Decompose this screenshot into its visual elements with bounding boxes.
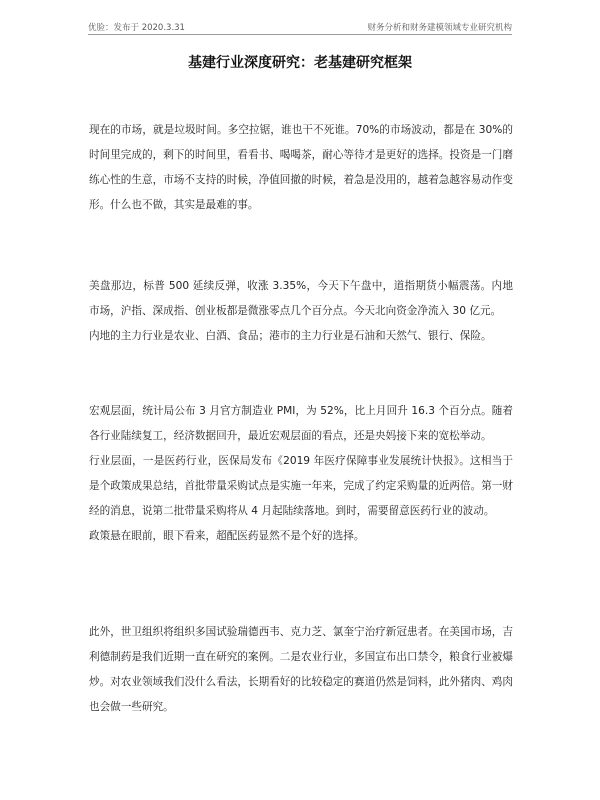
paragraph: 现在的市场，就是垃圾时间。多空拉锯，谁也干不死谁。70%的市场波动，都是在 30%的时间里完成的，剩下的时间里，看看书、喝喝茶，耐心等待才是更好的选择。投资是一门磨练心性的生意，市场不支持的时候，净值回撤的时候，着急是没用的，越着急越容易动作变形。什么也不做，其实是最难的事。 — [89, 124, 513, 211]
paragraph: 政策悬在眼前，眼下看来，超配医药显然不是个好的选择。 — [89, 530, 365, 542]
paragraph: 行业层面，一是医药行业，医保局发布《2019 年医疗保障事业发展统计快报》。这相当于是个政策成果总结，首批带量采购试点是实施一年来，完成了约定采购量的近两倍。第一财经的消息，说第二批带量采购将从 4 月起陆续落地。到时，需要留意医药行业的波动。 — [89, 455, 513, 517]
header-publish-info: 优脸：发布于 2020.3.31 — [88, 23, 185, 33]
paragraph: 宏观层面，统计局公布 3 月官方制造业 PMI，为 52%，比上月回升 16.3 个百分点。随着各行业陆续复工，经济数据回升，最近宏观层面的看点，还是央妈接下来的宽松举动。 — [89, 405, 513, 442]
page-header — [88, 15, 512, 33]
header-divider — [88, 34, 512, 35]
paragraph: 美盘那边，标普 500 延续反弹，收涨 3.35%，今天下午盘中，道指期货小幅震荡。内地市场，沪指、深成指、创业板都是微涨零点几个百分点。今天北向资金净流入 30 亿元。 — [89, 280, 513, 317]
header-org-tagline: 财务分析和财务建模领域专业研究机构 — [367, 23, 512, 33]
section-macro-and-industry — [89, 399, 513, 549]
section-market-commentary — [89, 118, 513, 218]
paragraph: 此外，世卫组织将组织多国试验瑞德西韦、克力芝、氯奎宁治疗新冠患者。在美国市场，吉利德制药是我们近期一直在研究的案例。二是农业行业，多国宣布出口禁令，粮食行业被爆炒。对农业领域我们没什么看法，长期看好的比较稳定的赛道仍然是饲料，此外猪肉、鸡肉也会做一些研究。 — [89, 626, 513, 713]
section-other-industries — [89, 620, 513, 720]
document-title: 基建行业深度研究：老基建研究框架 — [188, 55, 412, 71]
paragraph: 内地的主力行业是农业、白酒、食品；港市的主力行业是石油和天然气、银行、保险。 — [89, 330, 492, 342]
section-market-overview — [89, 274, 513, 349]
